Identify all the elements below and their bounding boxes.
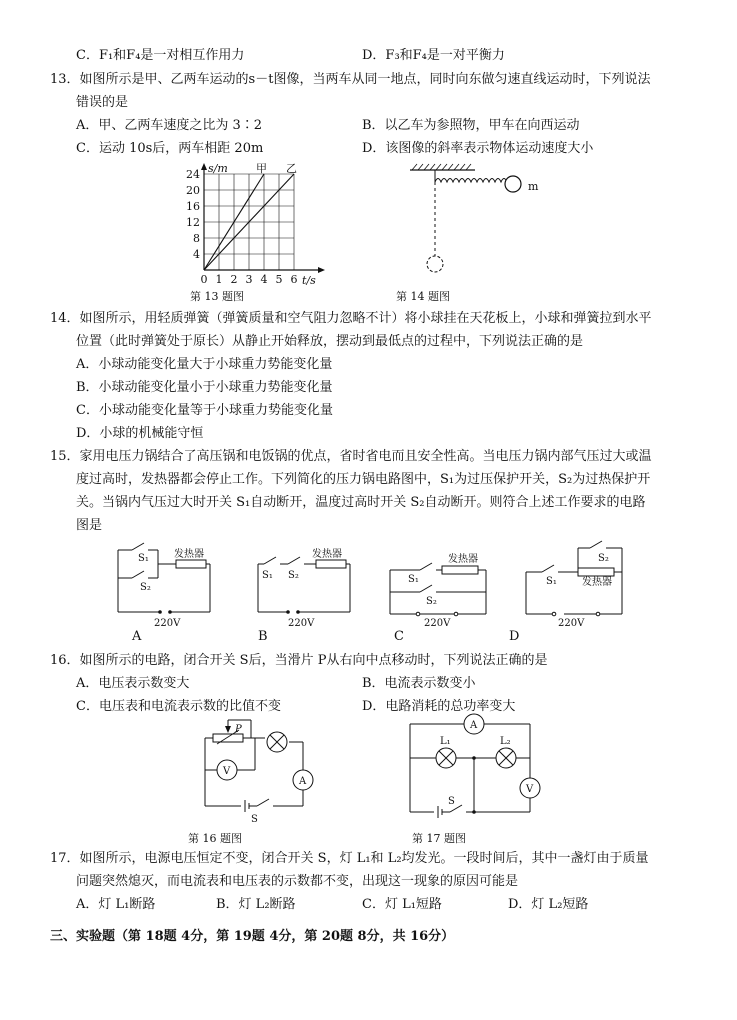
y-tick-label: 8 [193, 232, 200, 245]
switch-s1-label: S₁ [262, 570, 273, 581]
figure-13-st-graph [168, 160, 328, 285]
q14-option-a: A．小球动能变化量大于小球重力势能变化量 [76, 357, 333, 372]
y-tick-label: 12 [186, 216, 200, 229]
q15-stem-line2: 度过高时，发热器都会停止工作。下列简化的压力锅电路图中，S₁为过压保护开关，S₂为过热保护开 [76, 472, 651, 487]
terminal [158, 610, 162, 614]
voltage-label: 220V [288, 618, 315, 629]
switch-s1-label: S₁ [408, 574, 419, 585]
q14-stem-line2: 位置（此时弹簧处于原长）从静止开始释放，摆动到最低点的过程中，下列说法正确的是 [76, 334, 584, 349]
figure-17-caption: 第 17 题图 [412, 832, 466, 845]
x-tick-label: 5 [275, 273, 283, 285]
figure-17-circuit [398, 712, 548, 828]
switch-s2-label: S₂ [598, 553, 609, 564]
figure-14-spring-pendulum [400, 160, 560, 285]
x-axis-arrow [318, 267, 325, 273]
switch-s-label: S [251, 814, 258, 825]
terminal [416, 612, 420, 616]
x-tick-label: 4 [260, 273, 268, 285]
q17-option-a: A．灯 L₁断路 [76, 897, 156, 912]
circuit-c-label: C [394, 629, 404, 644]
voltage-label: 220V [424, 618, 451, 629]
y-axis-arrow [201, 163, 207, 170]
terminal [552, 612, 556, 616]
ball-lowest-position [427, 256, 443, 272]
q17-option-b: B．灯 L₂断路 [216, 897, 296, 912]
q14-option-c: C．小球动能变化量等于小球重力势能变化量 [76, 403, 333, 418]
voltage-label: 220V [558, 618, 585, 629]
voltmeter-label: V [223, 766, 231, 777]
terminal [168, 610, 172, 614]
switch-s1-label: S₁ [546, 576, 557, 587]
switch-s2-label: S₂ [140, 582, 151, 593]
terminal [296, 610, 300, 614]
lamp-l1-label: L₁ [440, 736, 451, 747]
q17-option-c: C．灯 L₁短路 [362, 897, 442, 912]
circuit-b-label: B [258, 629, 268, 644]
circuit-d-label: D [509, 629, 520, 644]
q14-option-d: D．小球的机械能守恒 [76, 426, 204, 441]
switch-s1-label: S₁ [138, 553, 149, 564]
y-tick-label: 20 [186, 184, 200, 197]
q16-option-d: D．电路消耗的总功率变大 [362, 699, 516, 714]
heater-label: 发热器 [174, 549, 204, 560]
q13-option-b: B．以乙车为参照物，甲车在向西运动 [362, 118, 580, 133]
q16-stem: 16．如图所示的电路，闭合开关 S后，当滑片 P从右向中点移动时，下列说法正确的是 [50, 653, 548, 668]
circuit-a [110, 540, 220, 630]
x-axis-label: t/s [302, 274, 316, 285]
x-tick-label: 2 [230, 273, 238, 285]
y-axis-label: s/m [208, 162, 228, 175]
x-tick-label: 1 [215, 273, 223, 285]
q15-stem-line4: 图是 [76, 518, 103, 533]
voltmeter-label: V [526, 784, 534, 795]
q15-stem-line3: 关。当锅内气压过大时开关 S₁自动断开，温度过高时开关 S₂自动断开。则符合上述工作要求的电路 [76, 495, 646, 510]
terminal [596, 612, 600, 616]
q13-option-c: C．运动 10s后，两车相距 20m [76, 141, 264, 156]
circuit-d [520, 540, 630, 630]
y-tick-label: 24 [186, 168, 200, 181]
q15-stem-line1: 15．家用电压力锅结合了高压锅和电饭锅的优点，省时省电而且安全性高。当电压力锅内部气压过大或温 [50, 449, 652, 464]
terminal [286, 610, 290, 614]
figure-16-caption: 第 16 题图 [188, 832, 242, 845]
heater-label: 发热器 [582, 577, 612, 588]
q13-stem-line2: 错误的是 [76, 95, 129, 110]
x-tick-label: 6 [290, 273, 298, 285]
q14-option-b: B．小球动能变化量小于小球重力势能变化量 [76, 380, 333, 395]
q13-option-a: A．甲、乙两车速度之比为 3∶2 [76, 118, 263, 133]
q14-stem-line1: 14．如图所示，用轻质弹簧（弹簧质量和空气阻力忽略不计）将小球挂在天花板上，小球和弹簧拉到水平 [50, 311, 652, 326]
circuit-b [250, 540, 360, 630]
junction-dot [472, 810, 476, 814]
y-tick-label: 16 [186, 200, 200, 213]
figure-14-caption: 第 14 题图 [396, 290, 450, 303]
q13-stem-line1: 13．如图所示是甲、乙两车运动的s－t图像，当两车从同一地点，同时向东做匀速直线运动时，下列说法 [50, 72, 651, 87]
voltage-label: 220V [154, 618, 181, 629]
q17-option-d: D．灯 L₂短路 [508, 897, 589, 912]
series-label-yi: 乙 [286, 162, 297, 175]
heater-label: 发热器 [312, 549, 342, 560]
q12-option-c: C．F₁和F₄是一对相互作用力 [76, 48, 245, 63]
figure-13-caption: 第 13 题图 [190, 290, 244, 303]
switch-s2-label: S₂ [426, 596, 437, 607]
terminal [454, 612, 458, 616]
q13-option-d: D．该图像的斜率表示物体运动速度大小 [362, 141, 594, 156]
ball [505, 176, 521, 192]
spring-coil [435, 179, 507, 183]
q16-option-b: B．电流表示数变小 [362, 676, 476, 691]
q17-stem-line2: 问题突然熄灭，而电流表和电压表的示数都不变，出现这一现象的原因可能是 [76, 874, 519, 889]
circuit-a-label: A [132, 629, 142, 644]
q17-stem-line1: 17．如图所示，电源电压恒定不变，闭合开关 S，灯 L₁和 L₂均发光。一段时间后，其中一盏灯由于质量 [50, 851, 649, 866]
slider-p-label: P [235, 724, 242, 735]
ceiling-hatching [412, 164, 471, 170]
mass-label: m [528, 180, 539, 193]
lamp-l2-label: L₂ [500, 736, 511, 747]
section-3-header: 三、实验题（第 18题 4分，第 19题 4分，第 20题 8分，共 16分） [50, 929, 455, 944]
junction-dot [472, 756, 476, 760]
switch-s2-label: S₂ [288, 570, 299, 581]
y-tick-label: 4 [193, 248, 200, 261]
q16-option-a: A．电压表示数变大 [76, 676, 190, 691]
figure-16-circuit [195, 718, 325, 828]
q16-option-c: C．电压表和电流表示数的比值不变 [76, 699, 281, 714]
series-label-jia: 甲 [256, 162, 267, 175]
switch-s-label: S [448, 796, 455, 807]
heater-label: 发热器 [448, 554, 478, 565]
ammeter-label: A [470, 720, 478, 731]
ammeter-label: A [299, 776, 307, 787]
x-tick-label: 0 [200, 273, 208, 285]
slider-arrow [225, 726, 231, 733]
circuit-c [386, 540, 496, 630]
x-tick-label: 3 [245, 273, 253, 285]
q12-option-d: D．F₃和F₄是一对平衡力 [362, 48, 505, 63]
